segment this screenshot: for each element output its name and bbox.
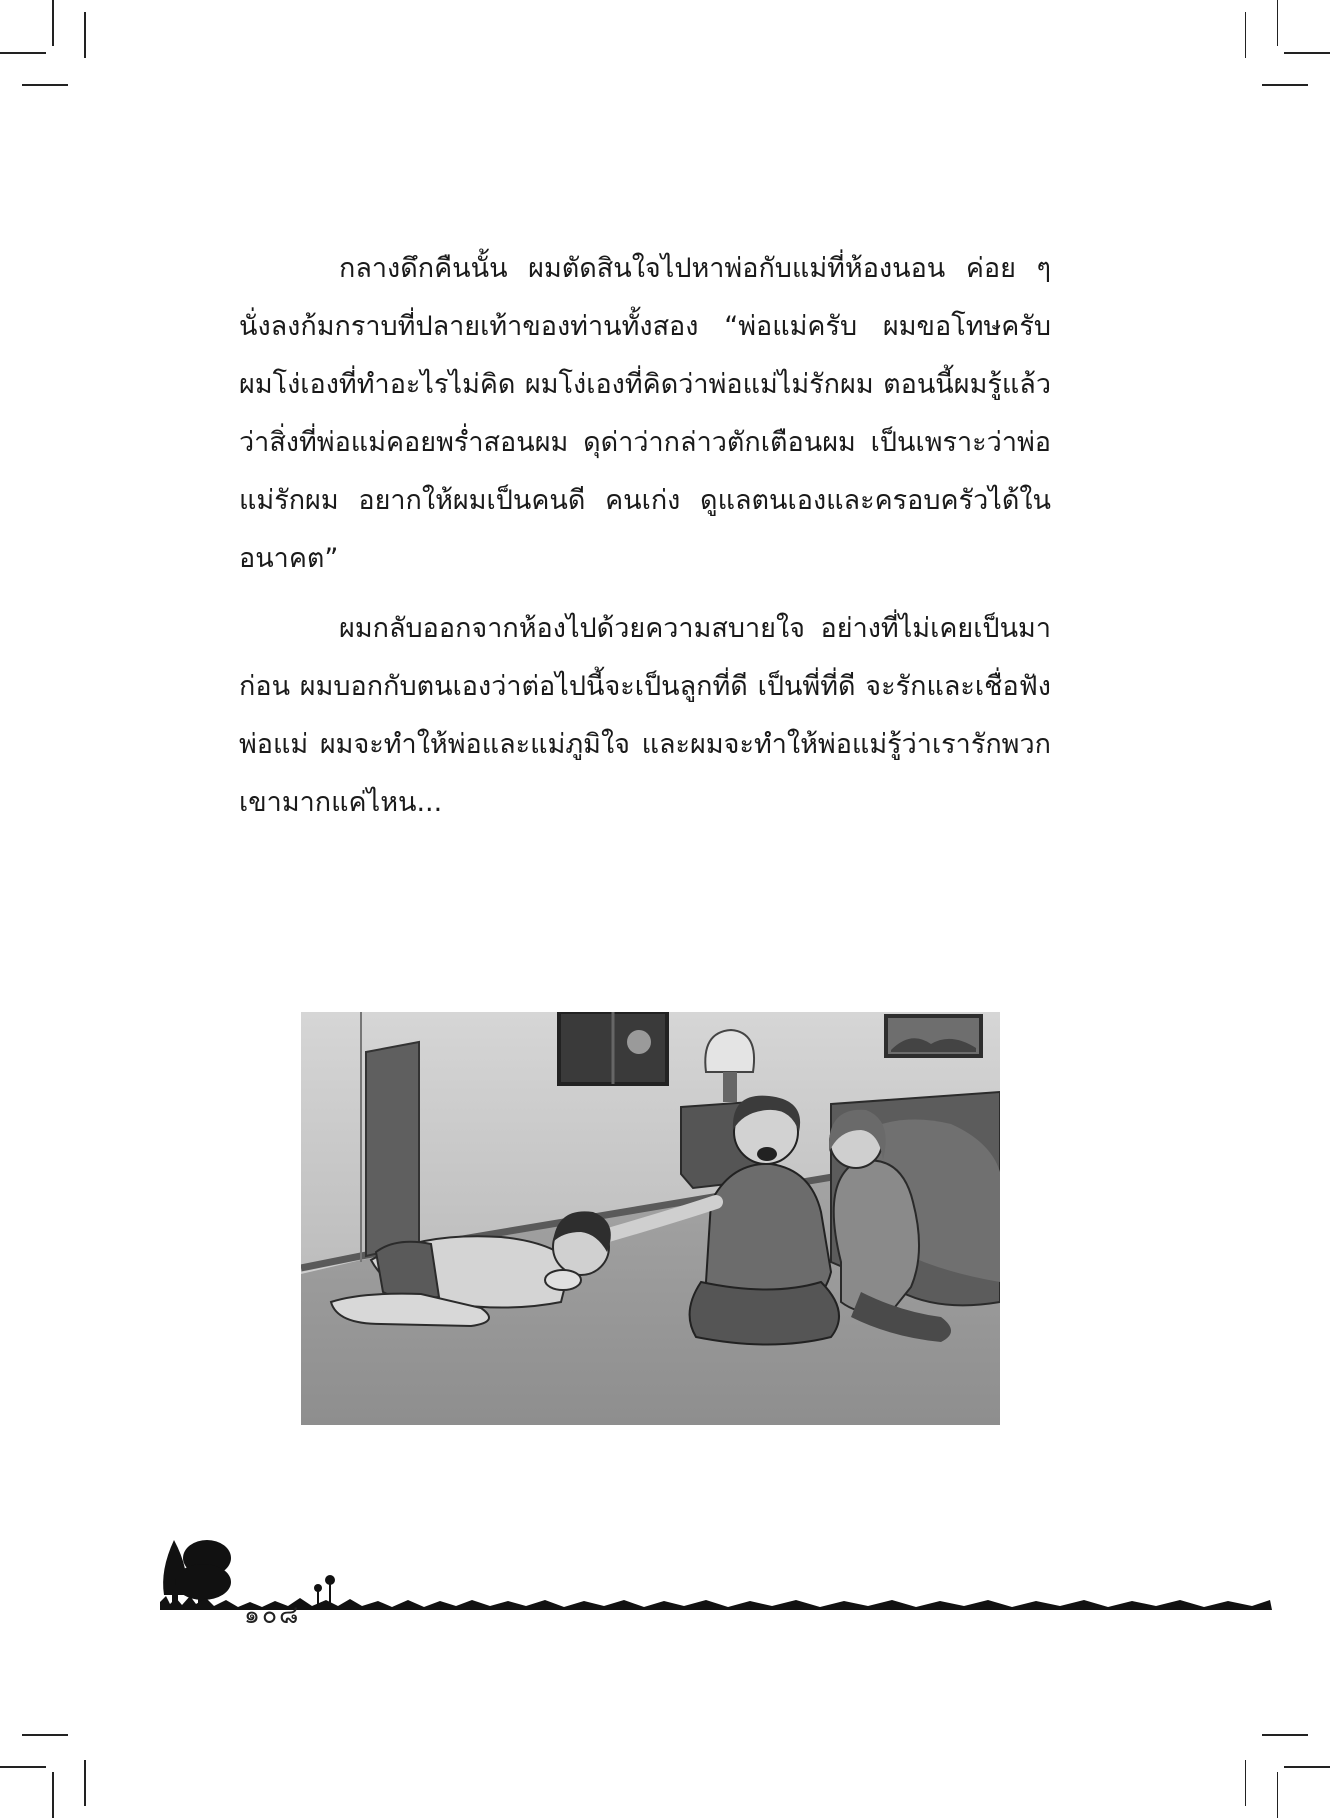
paragraph-2-line-3: พ่อแม่ ผมจะทำให้พ่อและแม่ภูมิใจ และผมจะทำให้พ่อแม่รู้ว่าเรารักพวก xyxy=(239,729,1051,760)
paragraph-1-line-4: ว่าสิ่งที่พ่อแม่คอยพร่ำสอนผม ดุด่าว่ากล่าวตักเตือนผม เป็นเพราะว่าพ่อ xyxy=(239,427,1051,458)
paragraph-1-line-6: อนาคต” xyxy=(239,543,339,574)
crop-mark-top-right-h xyxy=(1284,52,1330,54)
crop-mark-bottom-left-h2 xyxy=(0,1766,46,1768)
crop-mark-top-left-h xyxy=(0,52,46,54)
crop-mark-top-left-h2 xyxy=(22,84,68,86)
crop-mark-bottom-right-h2 xyxy=(1284,1766,1330,1768)
paragraph-2-line-1: ผมกลับออกจากห้องไปด้วยความสบายใจ อย่างที่ไม่เคยเป็นมา xyxy=(339,613,1051,644)
page-number: ๑๐๘ xyxy=(244,1600,301,1629)
lamp-shade xyxy=(705,1030,754,1072)
bedroom-apology-drawing xyxy=(301,1012,1000,1425)
paragraph-2-line-2: ก่อน ผมบอกกับตนเองว่าต่อไปนี้จะเป็นลูกที่ดี เป็นพี่ที่ดี จะรักและเชื่อฟัง xyxy=(239,671,1051,702)
paragraph-2-line-4: เขามากแค่ไหน... xyxy=(239,787,443,818)
crop-mark-top-right-h2 xyxy=(1262,84,1308,86)
crop-mark-bottom-right-h xyxy=(1262,1734,1308,1736)
crop-mark-bottom-left-h xyxy=(22,1734,68,1736)
paragraph-1-line-5: แม่รักผม อยากให้ผมเป็นคนดี คนเก่ง ดูแลตนเองและครอบครัวได้ใน xyxy=(239,485,1051,516)
flower-icon xyxy=(314,1575,335,1604)
paragraph-1-line-2: นั่งลงก้มกราบที่ปลายเท้าของท่านทั้งสอง “พ่อแม่ครับ ผมขอโทษครับ xyxy=(239,311,1051,342)
footer-grass-silhouette xyxy=(0,1530,1330,1610)
paragraph-1-line-1: กลางดึกคืนนั้น ผมตัดสินใจไปหาพ่อกับแม่ที่ห้องนอน ค่อย ๆ xyxy=(339,253,1051,284)
paragraph-1-line-3: ผมโง่เองที่ทำอะไรไม่คิด ผมโง่เองที่คิดว่าพ่อแม่ไม่รักผม ตอนนี้ผมรู้แล้ว xyxy=(239,369,1051,400)
tree-icon xyxy=(163,1540,231,1608)
mother-figure xyxy=(834,1160,919,1313)
crop-mark-top-right-v2 xyxy=(1245,12,1247,58)
crop-mark-top-left-v xyxy=(52,0,54,46)
crop-mark-bottom-right-v xyxy=(1245,1760,1247,1806)
crop-mark-top-left-v2 xyxy=(84,12,86,58)
grass-strip xyxy=(160,1596,1272,1610)
story-text xyxy=(239,240,1051,832)
crop-mark-top-right-v xyxy=(1277,0,1279,46)
crop-mark-bottom-right-v2 xyxy=(1277,1772,1279,1818)
crop-mark-bottom-left-v xyxy=(84,1760,86,1806)
door xyxy=(366,1042,419,1256)
crop-mark-bottom-left-v2 xyxy=(52,1772,54,1818)
